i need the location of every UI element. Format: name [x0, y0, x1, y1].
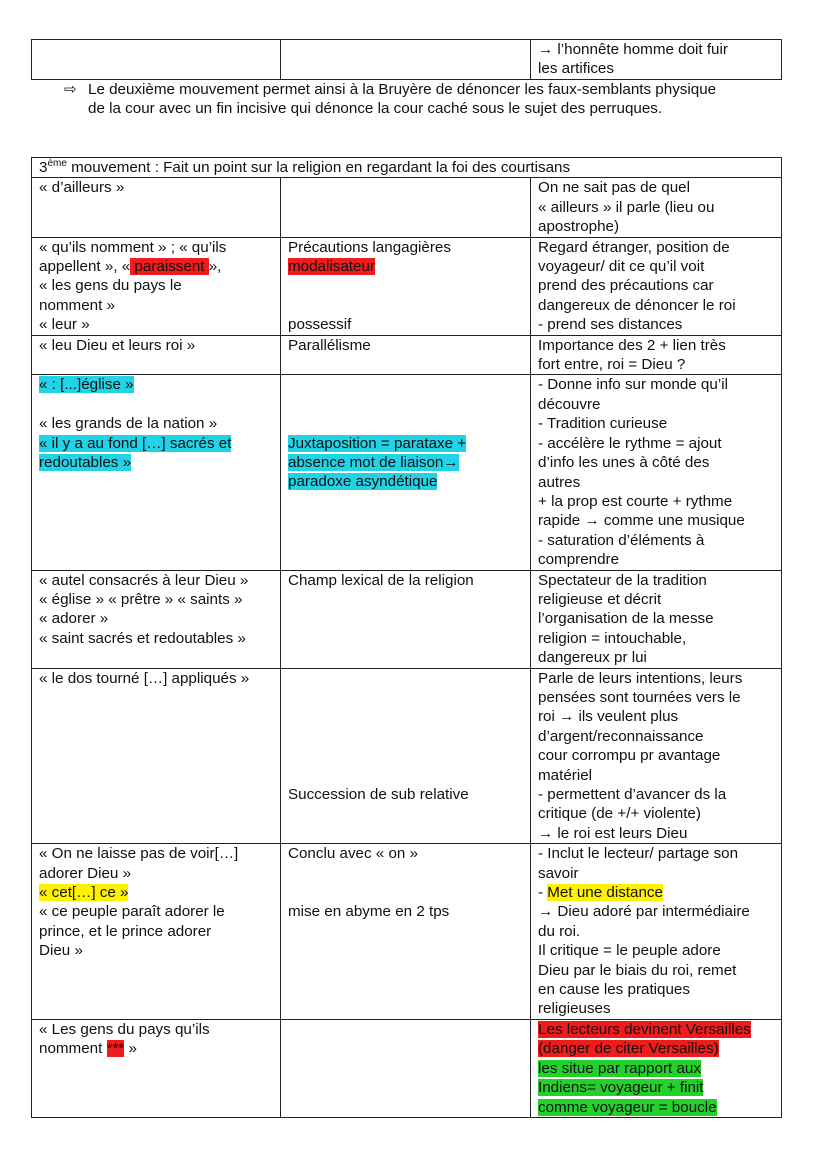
cell-text: prend des précautions car: [538, 277, 714, 295]
cell-text: → Dieu adoré par intermédiaire: [538, 903, 750, 921]
cell-line: [538, 1020, 781, 1039]
cell-line: [39, 276, 280, 295]
cell-text: - Inclut le lecteur/ partage son: [538, 845, 739, 863]
conclusion-line: Le deuxième mouvement permet ainsi à la Bruyère de dénoncer les faux-semblants physique: [88, 81, 717, 98]
cell-line: [288, 727, 530, 746]
cell-line: [538, 688, 781, 707]
cell-text: dangereux pr lui: [538, 649, 647, 667]
device-cell: [281, 178, 531, 237]
cell-line: [39, 609, 280, 628]
cell-text: « qu’ils nomment » ; « qu’ils: [39, 238, 227, 256]
cell-text: adorer Dieu »: [39, 864, 132, 882]
cell-line: [538, 198, 781, 217]
cell-line: [39, 1039, 280, 1058]
cell-text: Dieu par le biais du roi, remet: [538, 961, 737, 979]
cell-text: « ailleurs » il parle (lieu ou: [538, 198, 715, 216]
cell-text: Succession de sub relative: [288, 785, 469, 803]
cell-line: [39, 1020, 280, 1039]
cell-text: Parallélisme: [288, 336, 371, 354]
cell-text: - accélère le rythme = ajout: [538, 434, 722, 452]
cell-line: [288, 785, 530, 804]
cell-line: [538, 669, 781, 688]
cell-line: [538, 315, 781, 334]
cell-text: possessif: [288, 316, 352, 334]
table-header-cell: [32, 158, 782, 178]
cell-line: [288, 669, 530, 688]
cell-line: [538, 257, 781, 276]
top-table: [31, 39, 782, 80]
cell-line: [288, 766, 530, 785]
cell-line: [288, 296, 530, 315]
cell-line: [39, 238, 280, 257]
cell-line: [538, 336, 781, 355]
conclusion-paragraph: [64, 80, 804, 119]
cell-line: [538, 707, 781, 726]
cell-text: Il critique = le peuple adore: [538, 942, 721, 960]
cell-line: [288, 375, 530, 394]
cell-line: [39, 336, 280, 355]
cell-text-part: ***: [106, 1040, 125, 1058]
cell-line: [288, 336, 530, 355]
cell-text: religieuse et décrit: [538, 590, 662, 608]
cell-line: [538, 648, 781, 667]
cell-line: [538, 1098, 781, 1117]
cell-text: « : [...]église »: [39, 376, 134, 394]
cell-text-part: -: [538, 884, 548, 902]
device-cell: [281, 668, 531, 844]
interpretation-cell: [531, 1019, 782, 1117]
device-cell: [281, 375, 531, 570]
cell-line: [538, 1059, 781, 1078]
cell-line: [538, 980, 781, 999]
cell-text: → l’honnête homme doit fuir: [538, 41, 728, 58]
cell-text: autres: [538, 473, 581, 491]
cell-line: [39, 669, 280, 688]
cell-text-part: paraissent: [130, 258, 209, 276]
cell-text: nomment »: [39, 296, 115, 314]
device-cell: [281, 1019, 531, 1117]
cell-text: Juxtaposition = parataxe +: [288, 434, 467, 452]
cell-text: les artifices: [538, 60, 614, 78]
cell-text: « église » « prêtre » « saints »: [39, 590, 243, 608]
cell-text: Importance des 2 + lien très: [538, 336, 726, 354]
cell-text: comprendre: [538, 551, 620, 569]
cell-text: Champ lexical de la religion: [288, 571, 474, 589]
cell-line: [288, 434, 530, 453]
table-row: [32, 178, 782, 237]
cell-text: Spectateur de la tradition: [538, 571, 707, 589]
cell-text: « le dos tourné […] appliqués »: [39, 669, 250, 687]
header-superscript: ème: [47, 157, 67, 169]
table-row: [32, 375, 782, 570]
cell-line: [288, 688, 530, 707]
cell-text: « les grands de la nation »: [39, 415, 218, 433]
cell-line: [538, 550, 781, 569]
interpretation-cell: [531, 844, 782, 1020]
cell-text: redoutables »: [39, 454, 132, 472]
device-cell: [281, 570, 531, 668]
cell-text: rapide → comme une musique: [538, 512, 745, 530]
cell-line: [538, 473, 781, 492]
cell-line: [288, 902, 530, 921]
cell-line: [288, 844, 530, 863]
cell-line: [538, 276, 781, 295]
cell-line: [538, 1039, 781, 1058]
cell-line: [39, 941, 280, 960]
cell-line: [538, 727, 781, 746]
table-row: [32, 237, 782, 335]
cell-line: [288, 883, 530, 902]
cell-line: [538, 238, 781, 257]
cell-text: dangereux de dénoncer le roi: [538, 296, 736, 314]
cell-text: « cet[…] ce »: [39, 884, 129, 902]
cell-text: Parle de leurs intentions, leurs: [538, 669, 743, 687]
cell-line: [538, 804, 781, 823]
cell-line: [538, 864, 781, 883]
table-header-row: [32, 158, 782, 178]
cell-text: savoir: [538, 864, 579, 882]
cell-text: « leur »: [39, 316, 90, 334]
cell-line: [538, 941, 781, 960]
cell-text: « adorer »: [39, 610, 109, 628]
cell-line: [288, 707, 530, 726]
cell-text: apostrophe): [538, 218, 620, 236]
cell-line: [39, 257, 280, 276]
interpretation-cell: [531, 178, 782, 237]
cell-line: [538, 511, 781, 530]
cell-text: - prend ses distances: [538, 316, 683, 334]
cell-text: Regard étranger, position de: [538, 238, 730, 256]
cell-text: roi → ils veulent plus: [538, 708, 679, 726]
cell-line: [538, 453, 781, 472]
cell-text: du roi.: [538, 922, 581, 940]
cell-text: + la prop est courte + rythme: [538, 492, 733, 510]
cell-text: « Les gens du pays qu’ils: [39, 1020, 210, 1038]
cell-text: les situe par rapport aux: [538, 1059, 701, 1077]
cell-line: [288, 864, 530, 883]
cell-text: « ce peuple paraît adorer le: [39, 903, 225, 921]
quote-cell: [32, 40, 281, 80]
cell-text: Précautions langagières: [288, 238, 451, 256]
cell-line: [39, 296, 280, 315]
interpretation-cell: [531, 335, 782, 375]
cell-line: [39, 864, 280, 883]
cell-line: [538, 629, 781, 648]
cell-line: [538, 844, 781, 863]
cell-line: [39, 375, 280, 394]
quote-cell: [32, 375, 281, 570]
cell-line: [39, 922, 280, 941]
interpretation-cell: [531, 375, 782, 570]
interpretation-cell: [531, 668, 782, 844]
cell-line: [288, 472, 530, 491]
header-ordinal: 3: [39, 159, 48, 176]
analysis-table: [31, 157, 782, 1118]
cell-line: [288, 571, 530, 590]
cell-text: absence mot de liaison→: [288, 454, 459, 472]
cell-text: On ne sait pas de quel: [538, 179, 690, 197]
cell-line: [538, 571, 781, 590]
cell-text: Conclu avec « on »: [288, 845, 419, 863]
cell-text: prince, et le prince adorer: [39, 922, 212, 940]
cell-line: [39, 434, 280, 453]
cell-line: [538, 902, 781, 921]
cell-text: Les lecteurs devinent Versailles: [538, 1020, 751, 1038]
cell-line: [538, 414, 781, 433]
cell-text: - Tradition curieuse: [538, 415, 668, 433]
quote-cell: [32, 335, 281, 375]
cell-text: Indiens= voyageur + finit: [538, 1079, 704, 1097]
device-cell: [281, 335, 531, 375]
cell-line: [288, 395, 530, 414]
cell-text: « saint sacrés et redoutables »: [39, 629, 246, 647]
cell-text: cour corrompu pr avantage: [538, 747, 721, 765]
cell-line: [538, 824, 781, 843]
quote-cell: [32, 237, 281, 335]
cell-text: fort entre, roi = Dieu ?: [538, 356, 686, 374]
interpretation-cell: [531, 40, 782, 80]
cell-text-part: Met une distance: [547, 884, 663, 902]
cell-text: mise en abyme en 2 tps: [288, 903, 450, 921]
cell-text: l’organisation de la messe: [538, 610, 714, 628]
cell-text: modalisateur: [288, 258, 375, 276]
cell-text: comme voyageur = boucle: [538, 1098, 717, 1116]
cell-text: « leu Dieu et leurs roi »: [39, 336, 196, 354]
cell-line: [538, 1078, 781, 1097]
cell-line: [538, 59, 781, 78]
cell-text: - Donne info sur monde qu’il: [538, 376, 728, 394]
cell-line: [538, 531, 781, 550]
cell-line: [538, 961, 781, 980]
cell-line: [538, 355, 781, 374]
cell-line: [39, 178, 280, 197]
cell-text: « autel consacrés à leur Dieu »: [39, 571, 249, 589]
cell-line: [39, 590, 280, 609]
cell-line: [39, 571, 280, 590]
cell-text: d’argent/reconnaissance: [538, 727, 704, 745]
cell-text: religieuses: [538, 1000, 611, 1018]
interpretation-cell: [531, 237, 782, 335]
cell-line: [538, 296, 781, 315]
cell-line: [288, 453, 530, 472]
cell-text: « d’ailleurs »: [39, 179, 125, 197]
cell-text-part: nomment: [39, 1040, 107, 1058]
quote-cell: [32, 844, 281, 1020]
cell-line: [538, 395, 781, 414]
cell-line: [39, 844, 280, 863]
cell-line: [288, 414, 530, 433]
cell-line: [538, 40, 781, 59]
cell-line: [39, 315, 280, 334]
table-row: [32, 668, 782, 844]
cell-text: d’info les unes à côté des: [538, 454, 710, 472]
cell-line: [538, 999, 781, 1018]
interpretation-cell: [531, 570, 782, 668]
cell-line: [538, 883, 781, 902]
table-row: [32, 335, 782, 375]
table-row: [32, 40, 782, 80]
arrow-right-outline-icon: ⇨: [64, 81, 77, 98]
cell-line: [538, 746, 781, 765]
cell-line: [288, 238, 530, 257]
cell-line: [39, 883, 280, 902]
cell-text: critique (de +/+ violente): [538, 805, 701, 823]
cell-text-part: »: [124, 1040, 137, 1058]
device-cell: [281, 844, 531, 1020]
cell-text: - permettent d’avancer ds la: [538, 786, 727, 803]
cell-text: voyageur/ dit ce qu’il voit: [538, 258, 705, 276]
cell-line: [538, 375, 781, 394]
cell-text: → le roi est leurs Dieu: [538, 824, 688, 842]
cell-line: [538, 590, 781, 609]
cell-line: [39, 629, 280, 648]
cell-line: [39, 453, 280, 472]
cell-text: en cause les pratiques: [538, 981, 690, 999]
cell-text: pensées sont tournées vers le: [538, 688, 741, 706]
table-row: [32, 844, 782, 1020]
device-cell: [281, 237, 531, 335]
device-cell: [281, 40, 531, 80]
cell-line: [39, 395, 280, 414]
cell-text: « les gens du pays le: [39, 277, 182, 295]
cell-text-part: »,: [208, 258, 222, 276]
table-row: [32, 570, 782, 668]
cell-line: [288, 257, 530, 276]
cell-line: [538, 766, 781, 785]
cell-text: « On ne laisse pas de voir[…]: [39, 845, 239, 863]
cell-text: Dieu »: [39, 942, 83, 960]
conclusion-line: de la cour avec un fin incisive qui dénonce la cour caché sous le sujet des perruques.: [88, 100, 663, 118]
cell-text: « il y a au fond […] sacrés et: [39, 434, 232, 452]
cell-text: matériel: [538, 766, 593, 784]
cell-text: découvre: [538, 395, 601, 413]
table-row: [32, 1019, 782, 1117]
header-text: mouvement : Fait un point sur la religion en regardant la foi des courtisans: [66, 159, 571, 176]
cell-line: [538, 922, 781, 941]
cell-line: [538, 178, 781, 197]
quote-cell: [32, 1019, 281, 1117]
cell-line: [538, 434, 781, 453]
cell-line: [538, 609, 781, 628]
quote-cell: [32, 178, 281, 237]
cell-line: [538, 492, 781, 511]
cell-text: paradoxe asyndétique: [288, 473, 438, 491]
cell-text: religion = intouchable,: [538, 629, 687, 647]
quote-cell: [32, 668, 281, 844]
quote-cell: [32, 570, 281, 668]
cell-line: [538, 217, 781, 236]
cell-line: [288, 315, 530, 334]
cell-line: [538, 785, 781, 804]
cell-line: [39, 414, 280, 433]
cell-line: [288, 276, 530, 295]
cell-text: (danger de citer Versailles): [538, 1040, 719, 1058]
cell-line: [39, 902, 280, 921]
cell-line: [288, 746, 530, 765]
cell-text: - saturation d’éléments à: [538, 531, 705, 549]
cell-text-part: appellent », «: [39, 258, 131, 276]
